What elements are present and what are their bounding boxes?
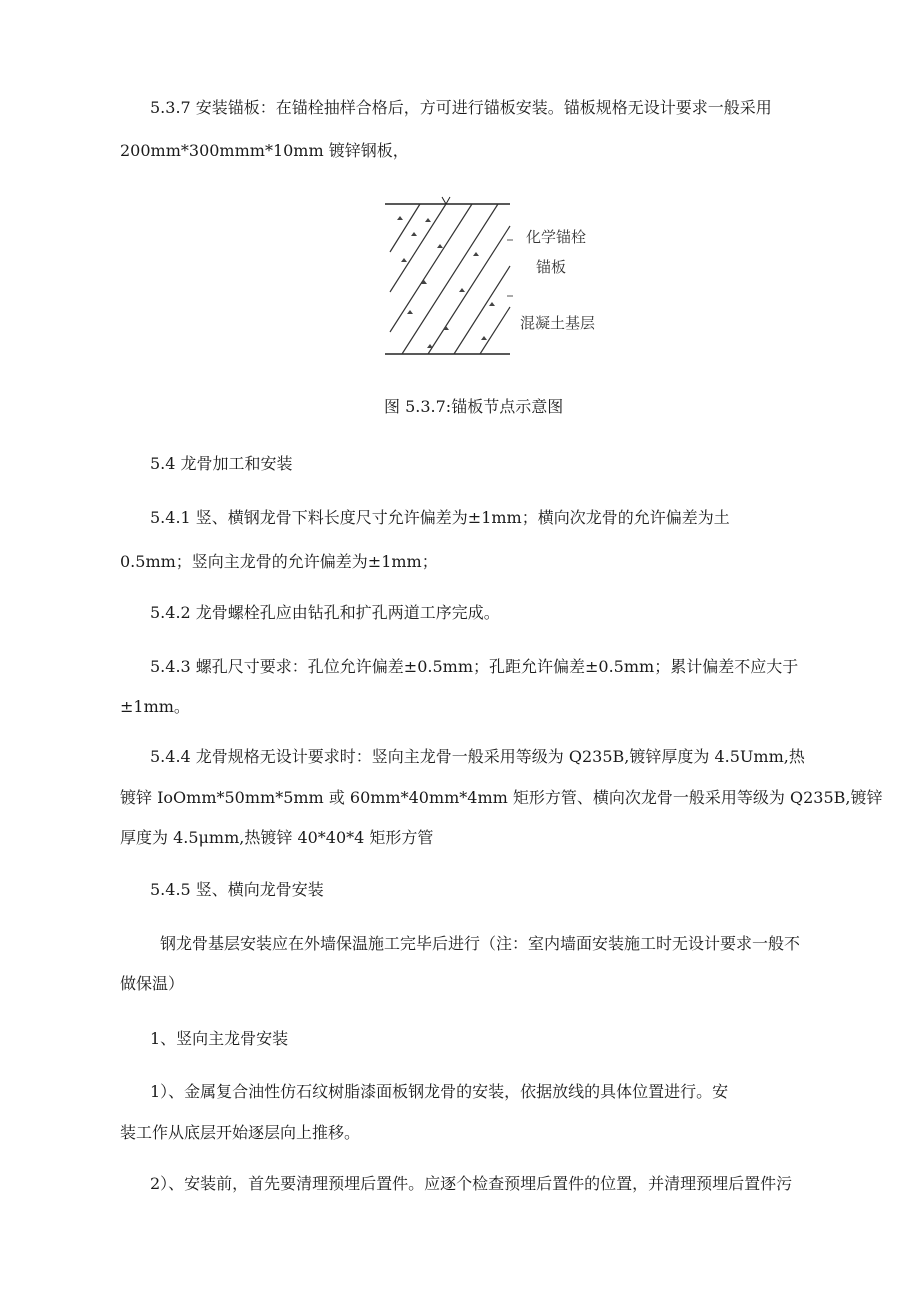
paragraph-5-4-4-line-2: 镀锌 IoOmm*50mm*5mm 或 60mm*40mm*4mm 矩形方管、横向次龙骨一般采用等级为 Q235B,镀锌 — [120, 788, 883, 807]
paragraph-5-4-4-line-1: 5.4.4 龙骨规格无设计要求时：竖向主龙骨一般采用等级为 Q235B,镀锌厚度为 4.5Umm,热 — [150, 747, 805, 766]
surface-tick-marks — [507, 240, 513, 296]
aggregate-dots — [397, 216, 495, 348]
item-1-heading: 1、竖向主龙骨安装 — [150, 1029, 289, 1048]
label-anchor-plate: 锚板 — [536, 258, 567, 276]
paragraph-5-4-3-line-2: ±1mm。 — [120, 697, 190, 716]
paragraph-5-3-7-line-1: 5.3.7 安装锚板：在锚栓抽样合格后，方可进行锚板安装。锚板规格无设计要求一般采用 — [150, 98, 772, 117]
paragraph-5-4-3-line-1: 5.4.3 螺孔尺寸要求：孔位允许偏差±0.5mm；孔距允许偏差±0.5mm；累计偏差不应大于 — [150, 657, 799, 676]
paragraph-5-4-1-line-1: 5.4.1 竖、横钢龙骨下料长度尺寸允许偏差为±1mm；横向次龙骨的允许偏差为土 — [150, 508, 730, 527]
figure-caption: 图 5.3.7:锚板节点示意图 — [384, 397, 564, 416]
paragraph-steel-keel-line-2: 做保温） — [120, 974, 185, 993]
sub-item-1-line-1: 1）、金属复合油性仿石纹树脂漆面板钢龙骨的安装，依据放线的具体位置进行。安 — [150, 1082, 729, 1101]
label-chemical-anchor: 化学锚栓 — [526, 228, 587, 246]
paragraph-5-4-1-line-2: 0.5mm；竖向主龙骨的允许偏差为±1mm； — [120, 552, 438, 571]
heading-5-4: 5.4 龙骨加工和安装 — [150, 454, 293, 473]
sub-item-2-line-1: 2）、安装前，首先要清理预埋后置件。应逐个检查预埋后置件的位置，并清理预埋后置件污 — [150, 1174, 793, 1193]
sub-item-1-line-2: 装工作从底层开始逐层向上推移。 — [120, 1123, 361, 1142]
paragraph-steel-keel-line-1: 钢龙骨基层安装应在外墙保温施工完毕后进行（注：室内墙面安装施工时无设计要求一般不 — [160, 934, 801, 953]
anchor-plate-node-diagram — [380, 192, 596, 360]
paragraph-5-4-4-line-3: 厚度为 4.5μmm,热镀锌 40*40*4 矩形方管 — [120, 828, 434, 847]
paragraph-5-4-2: 5.4.2 龙骨螺栓孔应由钻孔和扩孔两道工序完成。 — [150, 603, 500, 622]
anchor-plate-diagram-svg — [380, 192, 596, 360]
concrete-hatch — [390, 204, 510, 354]
label-concrete-base: 混凝土基层 — [520, 314, 596, 332]
paragraph-5-3-7-line-2: 200mm*300mmm*10mm 镀锌钢板， — [120, 141, 409, 160]
break-mark — [442, 197, 450, 204]
heading-5-4-5: 5.4.5 竖、横向龙骨安装 — [150, 880, 324, 899]
